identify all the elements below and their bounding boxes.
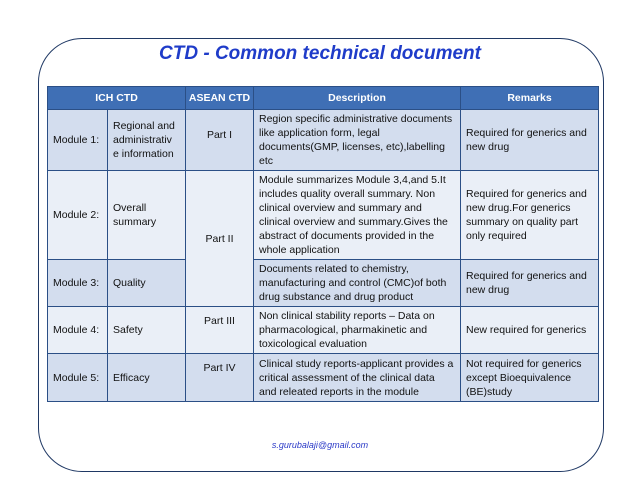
asean-part: Part IV: [186, 354, 254, 402]
table-header-row: [48, 87, 599, 110]
header-ich-ctd: ICH CTD: [48, 87, 186, 110]
module-number: Module 3:: [48, 260, 108, 307]
remarks-cell: New required for generics: [461, 307, 599, 354]
remarks-cell: Not required for generics except Bioequivalence (BE)study: [461, 354, 599, 402]
module-number: Module 2:: [48, 171, 108, 260]
asean-part: Part II: [186, 171, 254, 307]
module-name: Safety: [108, 307, 186, 354]
table-row: [48, 110, 599, 171]
asean-part: Part III: [186, 307, 254, 354]
description-cell: Clinical study reports-applicant provides a critical assessment of the clinical data and releated reports in the module: [254, 354, 461, 402]
table-row: [48, 260, 599, 307]
module-name: Regional and administrativ e information: [108, 110, 186, 171]
remarks-cell: Required for generics and new drug.For generics summary on quality part only required: [461, 171, 599, 260]
module-number: Module 4:: [48, 307, 108, 354]
author-email: s.gurubalaji@gmail.com: [271, 440, 369, 450]
header-remarks: Remarks: [461, 87, 599, 110]
module-name: Quality: [108, 260, 186, 307]
module-name: Overall summary: [108, 171, 186, 260]
description-cell: Non clinical stability reports – Data on pharmacological, pharmakinetic and toxicological evaluation: [254, 307, 461, 354]
table-row: [48, 307, 599, 354]
remarks-cell: Required for generics and new drug: [461, 110, 599, 171]
description-cell: Region specific administrative documents like application form, legal documents(GMP, licenses, etc),labelling etc: [254, 110, 461, 171]
asean-part: Part I: [186, 110, 254, 171]
module-number: Module 1:: [48, 110, 108, 171]
description-cell: Module summarizes Module 3,4,and 5.It includes quality overall summary. Non clinical overview and summary and clinical overview and summary.Gives the abstract of documents provided in the whole application: [254, 171, 461, 260]
description-cell: Documents related to chemistry, manufacturing and control (CMC)of both drug substance and drug product: [254, 260, 461, 307]
header-description: Description: [254, 87, 461, 110]
module-name: Efficacy: [108, 354, 186, 402]
ctd-table: [47, 86, 599, 402]
table-row: [48, 171, 599, 260]
module-number: Module 5:: [48, 354, 108, 402]
table-row: [48, 354, 599, 402]
remarks-cell: Required for generics and new drug: [461, 260, 599, 307]
header-asean-ctd: ASEAN CTD: [186, 87, 254, 110]
page-title: CTD - Common technical document: [159, 43, 481, 64]
